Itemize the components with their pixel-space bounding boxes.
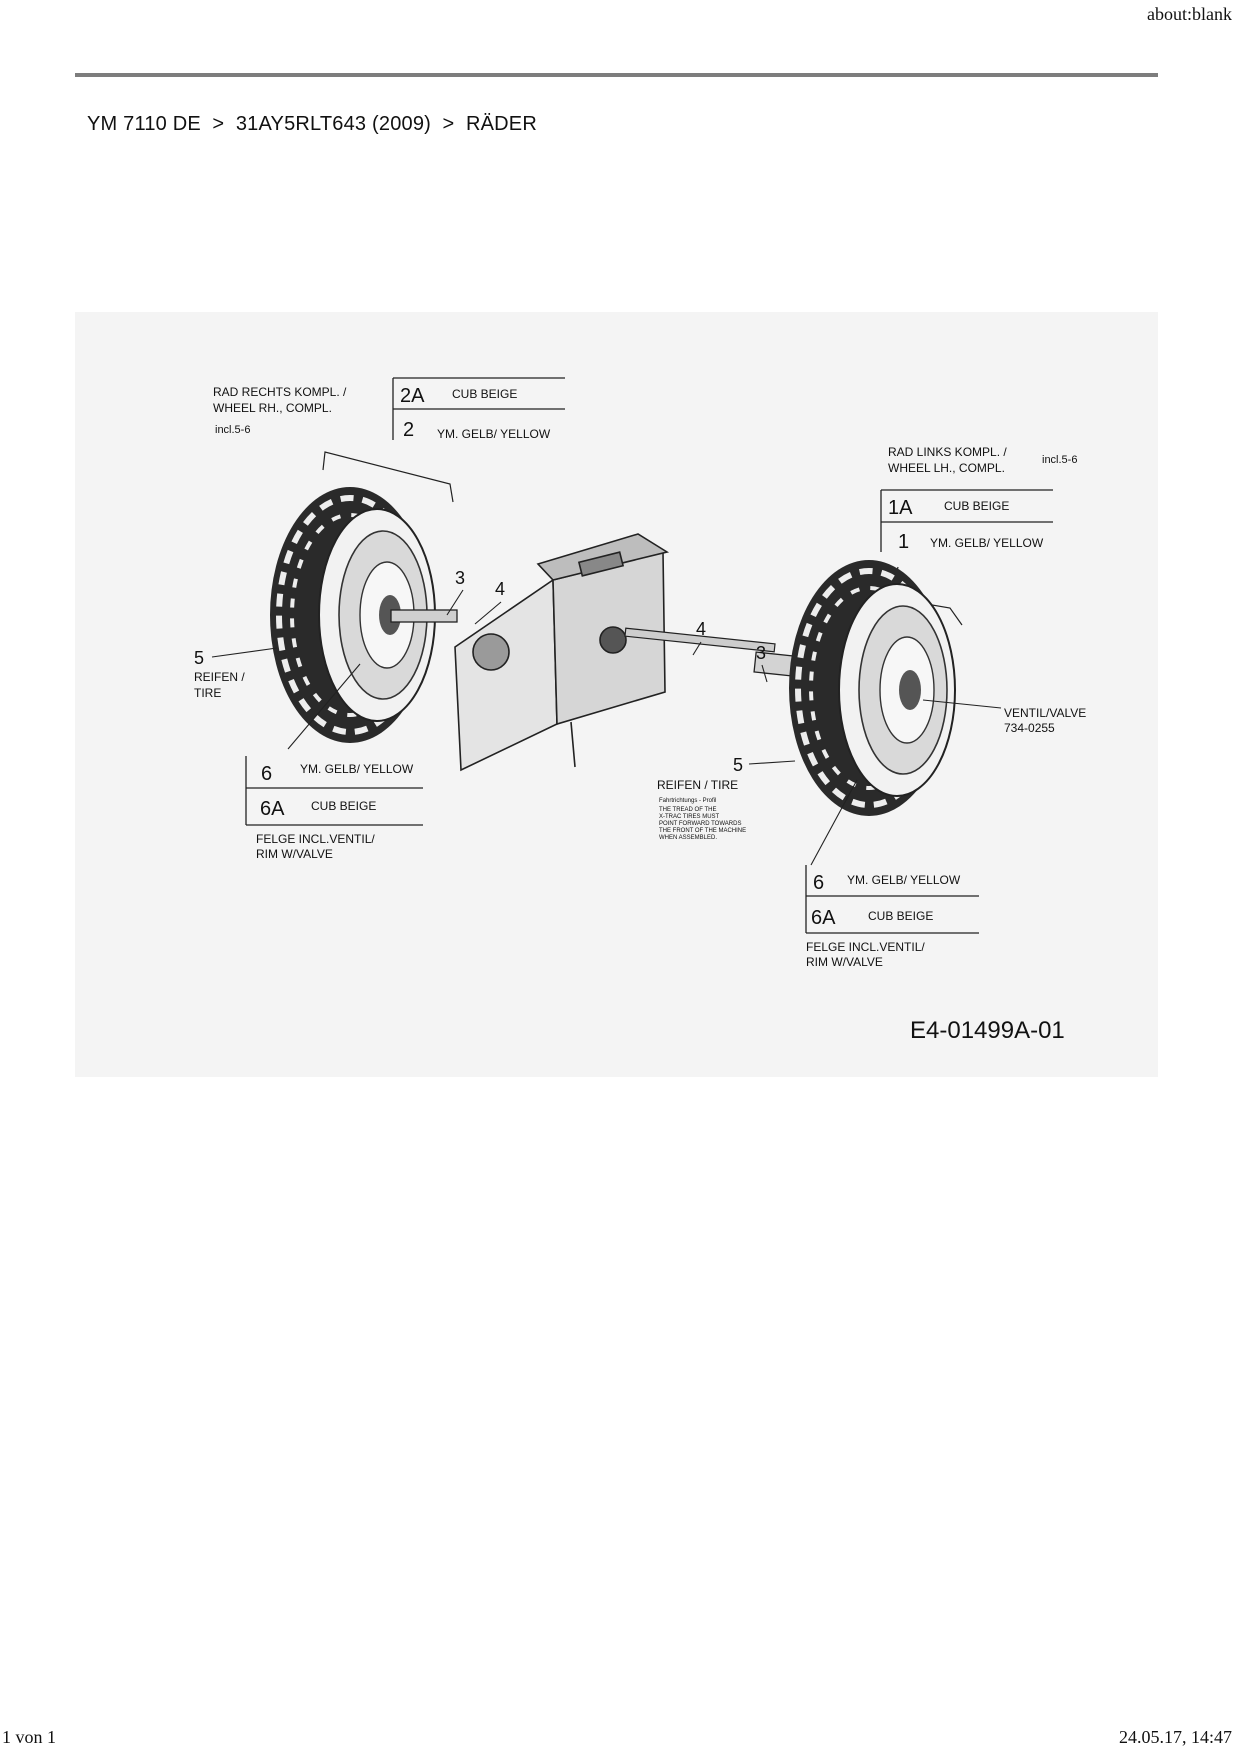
callout-3-left[interactable]: 3 [455,568,466,588]
svg-text:THE FRONT OF THE MACHINE: THE FRONT OF THE MACHINE [659,828,747,834]
right-box-num-1[interactable]: 1 [898,531,910,553]
svg-text:POINT FORWARD TOWARDS: POINT FORWARD TOWARDS [659,821,742,827]
rim-right-text-6: YM. GELB/ YELLOW [847,873,961,887]
callout-3-right[interactable]: 3 [756,643,767,663]
breadcrumb-part-no[interactable]: 31AY5RLT643 (2009) [235,113,432,135]
right-tire-drawing [789,560,955,816]
left-axle-sleeve [391,610,457,622]
callout-5-left[interactable]: 5 [194,648,205,668]
callout-5-left-leader [212,648,277,657]
tire-label-left-line1: REIFEN / [194,670,245,684]
right-box-text-1: YM. GELB/ YELLOW [930,536,1044,550]
callout-5-right[interactable]: 5 [733,755,744,775]
breadcrumb-separator: > [442,113,455,135]
breadcrumb-section: RÄDER [465,113,537,135]
rim-left-text-6: YM. GELB/ YELLOW [300,762,414,776]
rim-left-text-6a: CUB BEIGE [311,799,377,813]
rim-left-label-line1: FELGE INCL.VENTIL/ [256,832,375,846]
housing-drawing [455,534,667,770]
callout-5-right-leader [749,761,795,764]
print-datetime: 24.05.17, 14:47 [1118,1727,1232,1747]
callout-4-left[interactable]: 4 [495,579,506,599]
parts-diagram [75,312,1158,1077]
breadcrumb-model[interactable]: YM 7110 DE [87,113,201,135]
page-counter: 1 von 1 [2,1727,56,1747]
left-box-text-2: YM. GELB/ YELLOW [437,427,551,441]
breadcrumb [87,113,537,136]
svg-text:THE TREAD OF THE: THE TREAD OF THE [659,807,717,813]
drawing-id: E4-01499A-01 [910,1017,1065,1044]
right-box-text-1a: CUB BEIGE [944,499,1010,513]
left-wheel-header-line2: WHEEL RH., COMPL. [213,401,332,415]
rim-right-num-6[interactable]: 6 [813,872,825,894]
valve-label-line2: 734-0255 [1004,721,1055,735]
rim-right-label-line1: FELGE INCL.VENTIL/ [806,940,925,954]
svg-text:X-TRAC TIRES MUST: X-TRAC TIRES MUST [659,814,720,820]
breadcrumb-separator: > [212,113,225,135]
left-box-text-2a: CUB BEIGE [452,387,518,401]
left-wheel-incl: incl.5-6 [215,424,251,436]
svg-text:WHEN ASSEMBLED.: WHEN ASSEMBLED. [659,835,718,841]
right-box-num-1a[interactable]: 1A [888,497,913,519]
right-wheel-incl: incl.5-6 [1042,454,1078,466]
tire-label-left-line2: TIRE [194,686,222,700]
rim-right-num-6a[interactable]: 6A [811,907,836,929]
valve-label-line1: VENTIL/VALVE [1004,706,1087,720]
tread-note [659,798,746,841]
callout-4-right[interactable]: 4 [696,619,707,639]
browser-url: about:blank [1147,4,1232,24]
svg-text:Fahrtrichtungs - Profil: Fahrtrichtungs - Profil [659,798,717,804]
rim-left-label-line2: RIM W/VALVE [256,847,333,861]
rim-right-label-line2: RIM W/VALVE [806,955,883,969]
left-box-num-2[interactable]: 2 [403,419,415,441]
rim-left-num-6[interactable]: 6 [261,763,273,785]
right-wheel-header-line1: RAD LINKS KOMPL. / [888,445,1007,459]
left-box-num-2a[interactable]: 2A [400,385,425,407]
left-wheel-header-line1: RAD RECHTS KOMPL. / [213,385,347,399]
rim-right-text-6a: CUB BEIGE [868,909,934,923]
tire-label-right: REIFEN / TIRE [657,778,739,792]
rim-left-num-6a[interactable]: 6A [260,798,285,820]
right-wheel-header-line2: WHEEL LH., COMPL. [888,461,1005,475]
header-rule [75,73,1158,77]
